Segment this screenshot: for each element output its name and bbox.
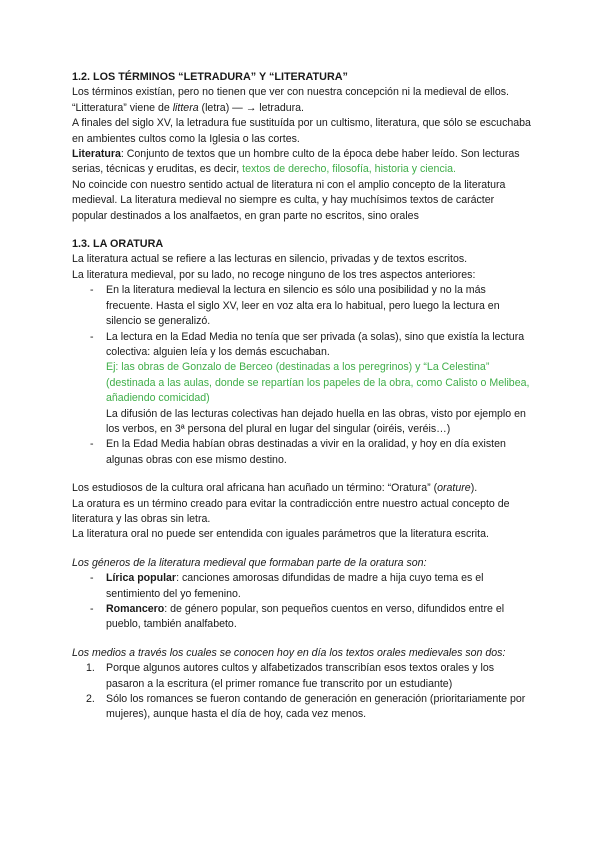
list-item: - Romancero: de género popular, son pequeños cuentos en verso, difundidos entre el pueblo, también analfabeto. bbox=[72, 602, 532, 633]
definition-term: Literatura bbox=[72, 148, 121, 161]
oratura-paragraph-2: La oratura es un término creado para evitar la contradicción entre nuestro actual concepto de literatura y las obras sin letra. bbox=[72, 497, 510, 525]
medios-list bbox=[72, 661, 532, 723]
section-1-3-paragraph-2: La literatura medieval, por su lado, no recoge ninguno de los tres aspectos anteriores: bbox=[72, 268, 476, 281]
aspects-list bbox=[72, 283, 532, 468]
section-1-2-paragraph-4: No coincide con nuestro sentido actual de literatura ni con el amplio concepto de la literatura medieval. La literatura medieval no siempre es culta, y hay muchísimos textos de carácter popular destinados a los analfaetos, en gran parte no escritos, sino orales bbox=[72, 178, 506, 222]
bullet-extra-text: La difusión de las lecturas colectivas han dejado huella en las obras, visto por ejemplo en los verbos, en 3ª persona del plural en lugar del singular (oiréis, veréis…) bbox=[106, 407, 526, 435]
section-1-3-paragraph-1: La literatura actual se refiere a las lecturas en silencio, privadas y de textos escritos. bbox=[72, 253, 468, 266]
section-1-3-title: 1.3. LA ORATURA bbox=[72, 238, 164, 251]
list-item: - En la Edad Media habían obras destinadas a vivir en la oralidad, y hoy en día existen algunas obras con ese mismo destino. bbox=[72, 437, 532, 468]
generos-list bbox=[72, 571, 532, 633]
literatura-definition: Literatura: Conjunto de textos que un hombre culto de la época debe haber leído. Son lecturas serias, técnicas y eruditas, es decir, textos de derecho, filosofía, historia y ciencia. bbox=[72, 148, 520, 176]
generos-heading: Los géneros de la literatura medieval que formaban parte de la oratura son: bbox=[72, 556, 427, 569]
list-item: 1. Porque algunos autores cultos y alfabetizados transcribían esos textos orales y los pasaron a la escritura (el primer romance fue transcrito por un estudiante) bbox=[86, 662, 495, 690]
section-1-2-paragraph-1: Los términos existían, pero no tienen que ver con nuestra concepción ni la medieval de ellos. “Litteratura” viene de littera (letra) — → letradura. bbox=[72, 86, 509, 114]
definition-highlight: textos de derecho, filosofía, historia y ciencia. bbox=[242, 163, 456, 176]
list-item: 2. Sólo los romances se fueron contando de generación en generación (prioritariamente por mujeres), aunque hasta el día de hoy, cada vez menos. bbox=[86, 693, 526, 721]
oratura-paragraph-3: La literatura oral no puede ser entendida con iguales parámetros que la literatura escrita. bbox=[72, 528, 489, 541]
oratura-paragraph-1: Los estudiosos de la cultura oral africana han acuñado un término: “Oratura” (orature). bbox=[72, 482, 478, 495]
document-page bbox=[72, 70, 532, 723]
list-item: - Lírica popular: canciones amorosas difundidas de madre a hija cuyo tema es el sentimiento del yo femenino. bbox=[72, 571, 532, 602]
medios-heading: Los medios a través los cuales se conocen hoy en día los textos orales medievales son dos: bbox=[72, 646, 506, 659]
list-item: - En la literatura medieval la lectura en silencio es sólo una posibilidad y no la más frecuente. Hasta el siglo XV, leer en voz alta era lo habitual, pero luego la lectura en silencio se generalizó. bbox=[72, 283, 532, 329]
section-1-2-title: 1.2. LOS TÉRMINOS “LETRADURA” Y “LITERATURA” bbox=[72, 71, 348, 83]
list-item: - La lectura en la Edad Media no tenía que ser privada (a solas), sino que existía la lectura colectiva: alguien leía y los demás escuchaban. Ej: las obras de Gonzalo de Berceo (destinadas a los peregrinos) y “La Celestina” (destinada a las aulas, donde se repartían los papeles de la obra, como Calisto o Melibea, añadiendo comicidad) La difusión de las lecturas colectivas han dejado huella en las obras, visto por ejemplo en los verbos, en 3ª persona del plural en lugar del singular (oiréis, veréis…) bbox=[72, 330, 532, 438]
example-text: Ej: las obras de Gonzalo de Berceo (destinadas a los peregrinos) y “La Celestina” (destinada a las aulas, donde se repartían los papeles de la obra, como Calisto o Melibea, añadiendo comicidad) bbox=[106, 361, 530, 405]
section-1-2-paragraph-2: A finales del siglo XV, la letradura fue sustituída por un cultismo, literatura, que sólo se escuchaba en ambientes cultos como la Iglesia o las cortes. bbox=[72, 117, 531, 145]
